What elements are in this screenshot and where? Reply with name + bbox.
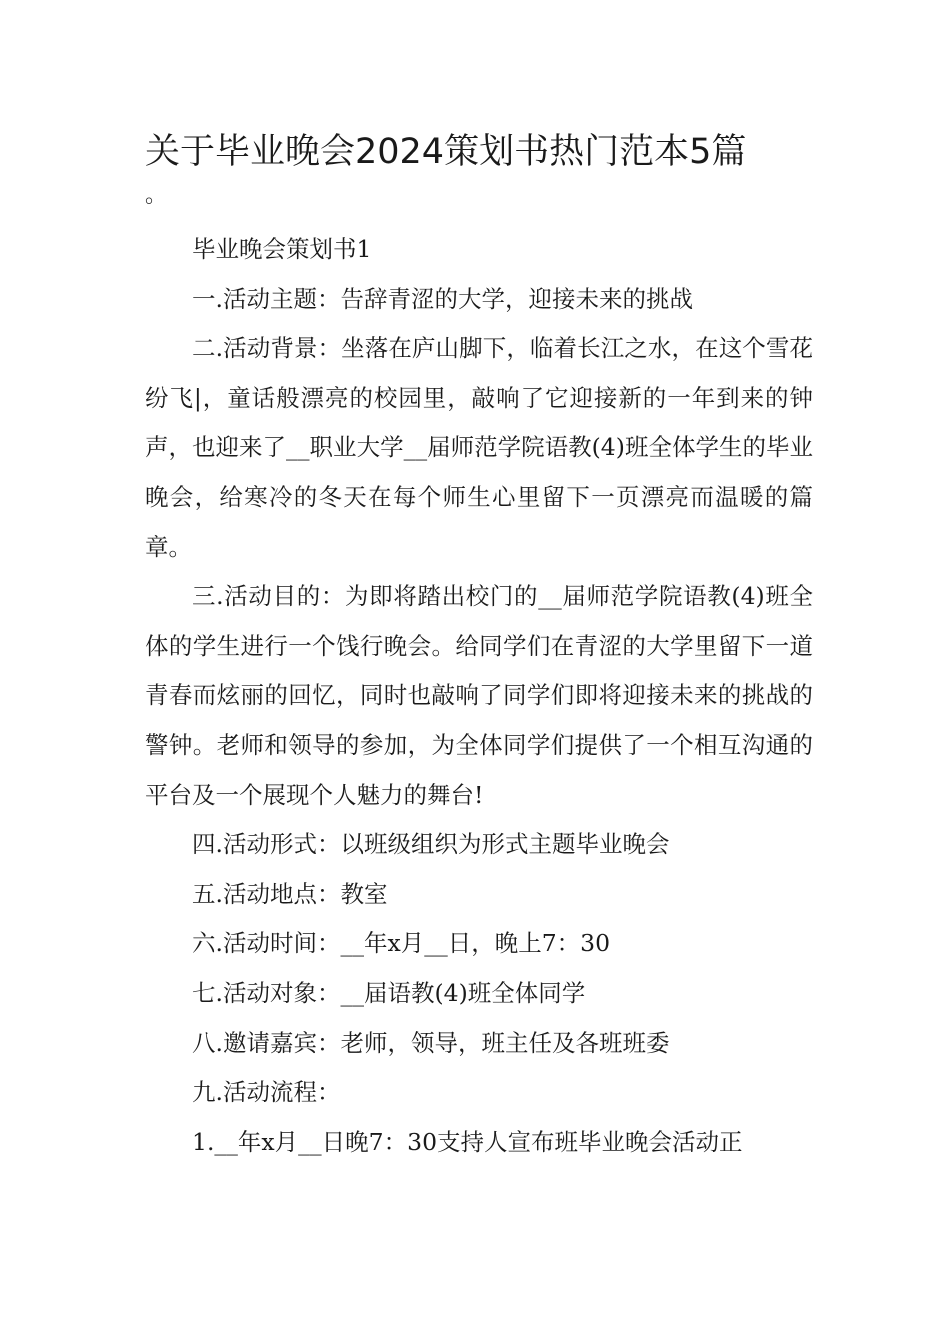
paragraph-guests: 八.邀请嘉宾：老师，领导，班主任及各班班委	[192, 1028, 670, 1057]
paragraph-purpose: 三.活动目的：为即将踏出校门的__届师范学院语教(4)班全体的学生进行一个饯行晚会。给同学们在青涩的大学里留下一道青春而炫丽的回忆，同时也敲响了同学们即将迎接未来的挑战的警钟。老师和领导的参加，为全体同学们提供了一个相互沟通的平台及一个展现个人魅力的舞台!	[145, 582, 813, 809]
paragraph-form: 四.活动形式：以班级组织为形式主题毕业晚会	[192, 830, 670, 859]
title-trailing-period: 。	[145, 183, 168, 208]
section-heading: 毕业晚会策划书1	[192, 235, 372, 263]
paragraph-theme: 一.活动主题：告辞青涩的大学，迎接未来的挑战	[192, 284, 693, 313]
paragraph-audience: 七.活动对象：__届语教(4)班全体同学	[192, 978, 586, 1007]
document-body	[145, 225, 813, 1167]
paragraph-time: 六.活动时间：__年x月__日，晚上7：30	[192, 929, 611, 958]
paragraph-background: 二.活动背景：坐落在庐山脚下，临着长江之水，在这个雪花纷飞|，童话般漂亮的校园里，敲响了它迎接新的一年到来的钟声，也迎来了__职业大学__届师范学院语教(4)班全体学生的毕业晚会，给寒冷的冬天在每个师生心里留下一页漂亮而温暖的篇章。	[145, 334, 813, 561]
paragraph-location: 五.活动地点：教室	[192, 879, 388, 908]
paragraph-process-step-1: 1.__年x月__日晚7：30支持人宣布班毕业晚会活动正	[192, 1127, 743, 1156]
paragraph-process: 九.活动流程：	[192, 1078, 341, 1107]
document-title: 关于毕业晚会2024策划书热门范本5篇	[145, 132, 747, 172]
